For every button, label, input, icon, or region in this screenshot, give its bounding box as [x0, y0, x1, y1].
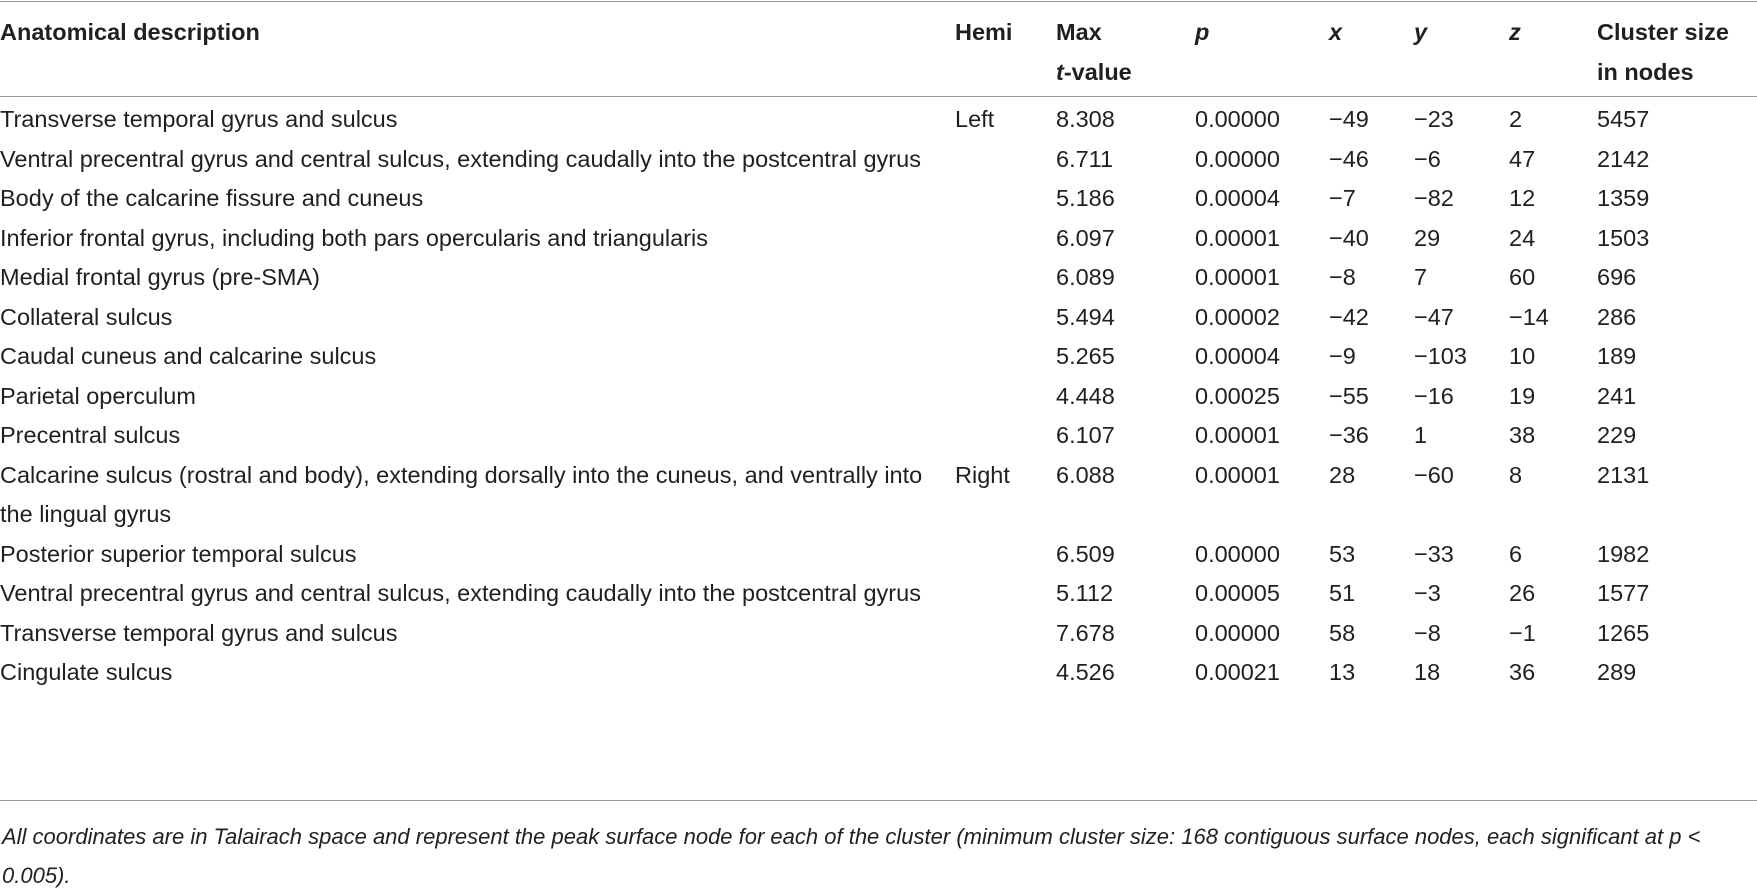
cell-x: −36: [1329, 422, 1369, 448]
cell-x: 13: [1329, 659, 1356, 685]
table-row: [0, 100, 1757, 140]
cell-x: 58: [1329, 619, 1356, 646]
cell-z: 47: [1509, 145, 1536, 172]
cell-z: 60: [1509, 264, 1536, 290]
cell-hemisphere: [955, 179, 1056, 219]
header-y: y: [1414, 19, 1428, 45]
cell-cluster-size: 1982: [1597, 540, 1650, 567]
cell-max-t: 6.107: [1056, 422, 1115, 448]
footnote-text: All coordinates are in Talairach space and represent the peak surface node for each of the cluster (minimum cluster size: 168 contiguous surface nodes, each significant at: [2, 824, 1670, 849]
cell-p-value: 0.00001: [1195, 264, 1280, 290]
cell-description: Precentral sulcus: [0, 422, 181, 448]
cell-z: 2: [1509, 106, 1523, 132]
cell-x: 53: [1329, 540, 1356, 567]
cell-hemisphere: [955, 219, 1056, 259]
cell-hemisphere: [955, 535, 1056, 575]
cell-p-value: 0.00000: [1195, 145, 1280, 172]
cell-max-t: 6.088: [1056, 461, 1115, 488]
cell-description: Transverse temporal gyrus and sulcus: [0, 619, 398, 646]
table-row: [0, 258, 1757, 298]
cell-max-t: 7.678: [1056, 619, 1115, 646]
cell-max-t: 5.265: [1056, 343, 1115, 369]
cell-hemisphere: [955, 574, 1056, 614]
cell-z: −1: [1509, 619, 1536, 646]
header-x: x: [1329, 19, 1343, 45]
cell-y: −3: [1414, 580, 1441, 606]
cell-description: Ventral precentral gyrus and central sulcus, extending caudally into the postcentral gyrus: [0, 145, 921, 172]
cell-p-value: 0.00005: [1195, 580, 1280, 606]
cell-hemisphere: [955, 140, 1056, 180]
cell-max-t: 6.509: [1056, 540, 1115, 567]
cell-description: Ventral precentral gyrus and central sulcus, extending caudally into the postcentral gyrus: [0, 580, 921, 606]
cell-max-t: 5.494: [1056, 303, 1115, 330]
header-max-line1: Max: [1056, 19, 1102, 45]
cell-description: Posterior superior temporal sulcus: [0, 540, 357, 567]
cell-cluster-size: 5457: [1597, 106, 1650, 132]
table-row: [0, 337, 1757, 377]
cell-p-value: 0.00001: [1195, 224, 1280, 251]
cell-description: Cingulate sulcus: [0, 659, 173, 685]
header-hemi: Hemi: [955, 19, 1013, 45]
cell-x: −49: [1329, 106, 1369, 132]
cell-x: −9: [1329, 343, 1356, 369]
cell-p-value: 0.00000: [1195, 619, 1280, 646]
cell-p-value: 0.00004: [1195, 343, 1280, 369]
footnote-p-symbol: p: [1669, 824, 1682, 849]
cell-hemisphere: [955, 298, 1056, 338]
cell-z: −14: [1509, 303, 1549, 330]
cell-cluster-size: 241: [1597, 382, 1637, 409]
header-cluster-line2: in nodes: [1597, 58, 1694, 85]
cell-p-value: 0.00000: [1195, 106, 1280, 132]
cell-z: 26: [1509, 580, 1536, 606]
cell-z: 19: [1509, 382, 1536, 409]
table-row: [0, 614, 1757, 654]
cell-description: Body of the calcarine fissure and cuneus: [0, 185, 424, 211]
cell-x: −55: [1329, 382, 1369, 409]
cell-y: 29: [1414, 224, 1441, 251]
cell-z: 12: [1509, 185, 1536, 211]
cell-cluster-size: 289: [1597, 659, 1637, 685]
cell-p-value: 0.00001: [1195, 461, 1280, 488]
cell-z: 36: [1509, 659, 1536, 685]
table-top-rule: [0, 1, 1757, 2]
header-t-suffix: -value: [1063, 58, 1132, 85]
cell-y: −82: [1414, 185, 1454, 211]
cell-description: Transverse temporal gyrus and sulcus: [0, 106, 398, 132]
cell-max-t: 6.089: [1056, 264, 1115, 290]
cell-max-t: 6.711: [1056, 145, 1114, 172]
table-bottom-rule: [0, 800, 1757, 801]
cell-hemisphere: [955, 258, 1056, 298]
cell-y: −6: [1414, 145, 1441, 172]
header-cluster-line1: Cluster size: [1597, 19, 1729, 45]
cell-description: Calcarine sulcus (rostral and body), extending dorsally into the cuneus, and ventrally into the lingual gyrus: [0, 461, 923, 527]
cell-x: −7: [1329, 185, 1356, 211]
cell-cluster-size: 189: [1597, 343, 1637, 369]
header-max-line2: [1056, 53, 1195, 93]
cell-hemisphere: [955, 377, 1056, 417]
table-footnote: [2, 817, 1754, 895]
header-p: p: [1195, 19, 1210, 45]
cell-y: −47: [1414, 303, 1454, 330]
cell-cluster-size: 1265: [1597, 619, 1650, 646]
cell-max-t: 8.308: [1056, 106, 1115, 132]
cell-description: Collateral sulcus: [0, 303, 173, 330]
cell-z: 6: [1509, 540, 1523, 567]
table-row: [0, 535, 1757, 575]
cell-description: Parietal operculum: [0, 382, 196, 409]
cell-hemisphere: [955, 653, 1056, 693]
cell-y: −16: [1414, 382, 1454, 409]
cell-hemisphere: [955, 337, 1056, 377]
cell-x: −40: [1329, 224, 1369, 251]
cell-y: 7: [1414, 264, 1428, 290]
cell-hemisphere: [955, 416, 1056, 456]
cell-description: Inferior frontal gyrus, including both pars opercularis and triangularis: [0, 224, 708, 251]
table-body: [0, 100, 1757, 693]
cell-hemisphere: Left: [955, 106, 995, 132]
table-row: [0, 456, 1757, 535]
cell-cluster-size: 1503: [1597, 224, 1650, 251]
cell-y: −8: [1414, 619, 1441, 646]
footnote-threshold: < 0.005).: [2, 824, 1701, 888]
cell-max-t: 4.526: [1056, 659, 1115, 685]
table-row: [0, 377, 1757, 417]
cell-cluster-size: 229: [1597, 422, 1637, 448]
table-row: [0, 653, 1757, 693]
cell-cluster-size: 1577: [1597, 580, 1650, 606]
cell-description: Medial frontal gyrus (pre-SMA): [0, 264, 320, 290]
cell-p-value: 0.00025: [1195, 382, 1280, 409]
cell-cluster-size: 2131: [1597, 461, 1650, 488]
table-row: [0, 219, 1757, 259]
cell-y: 18: [1414, 659, 1441, 685]
cell-hemisphere: Right: [955, 461, 1010, 488]
table-header-row: [0, 13, 1757, 100]
header-max-t: [1056, 13, 1195, 100]
cell-y: −33: [1414, 540, 1454, 567]
cell-y: −103: [1414, 343, 1467, 369]
cell-p-value: 0.00001: [1195, 422, 1280, 448]
cell-p-value: 0.00002: [1195, 303, 1280, 330]
cell-description: Caudal cuneus and calcarine sulcus: [0, 343, 377, 369]
cell-y: −23: [1414, 106, 1454, 132]
cell-p-value: 0.00004: [1195, 185, 1280, 211]
cell-max-t: 6.097: [1056, 224, 1115, 251]
cell-x: 28: [1329, 461, 1356, 488]
cell-x: −42: [1329, 303, 1369, 330]
cell-y: −60: [1414, 461, 1454, 488]
header-t-symbol: t: [1056, 58, 1064, 85]
cell-cluster-size: 286: [1597, 303, 1637, 330]
cell-cluster-size: 696: [1597, 264, 1637, 290]
cell-hemisphere: [955, 614, 1056, 654]
table-row: [0, 298, 1757, 338]
table-row: [0, 179, 1757, 219]
cell-max-t: 5.186: [1056, 185, 1115, 211]
table-row: [0, 574, 1757, 614]
cell-z: 24: [1509, 224, 1536, 251]
header-z: z: [1509, 19, 1521, 45]
cell-z: 8: [1509, 461, 1523, 488]
results-table: [0, 13, 1757, 693]
header-anatomical: Anatomical description: [0, 19, 260, 45]
cell-p-value: 0.00021: [1195, 659, 1280, 685]
cell-cluster-size: 2142: [1597, 145, 1650, 172]
header-cluster-size: [1597, 13, 1757, 100]
cell-z: 10: [1509, 343, 1536, 369]
cell-max-t: 5.112: [1056, 580, 1114, 606]
table-row: [0, 416, 1757, 456]
cell-p-value: 0.00000: [1195, 540, 1280, 567]
cell-y: 1: [1414, 422, 1428, 448]
cell-z: 38: [1509, 422, 1536, 448]
table-row: [0, 140, 1757, 180]
cell-cluster-size: 1359: [1597, 185, 1650, 211]
cell-x: 51: [1329, 580, 1356, 606]
cell-max-t: 4.448: [1056, 382, 1115, 409]
cell-x: −8: [1329, 264, 1356, 290]
cell-x: −46: [1329, 145, 1369, 172]
